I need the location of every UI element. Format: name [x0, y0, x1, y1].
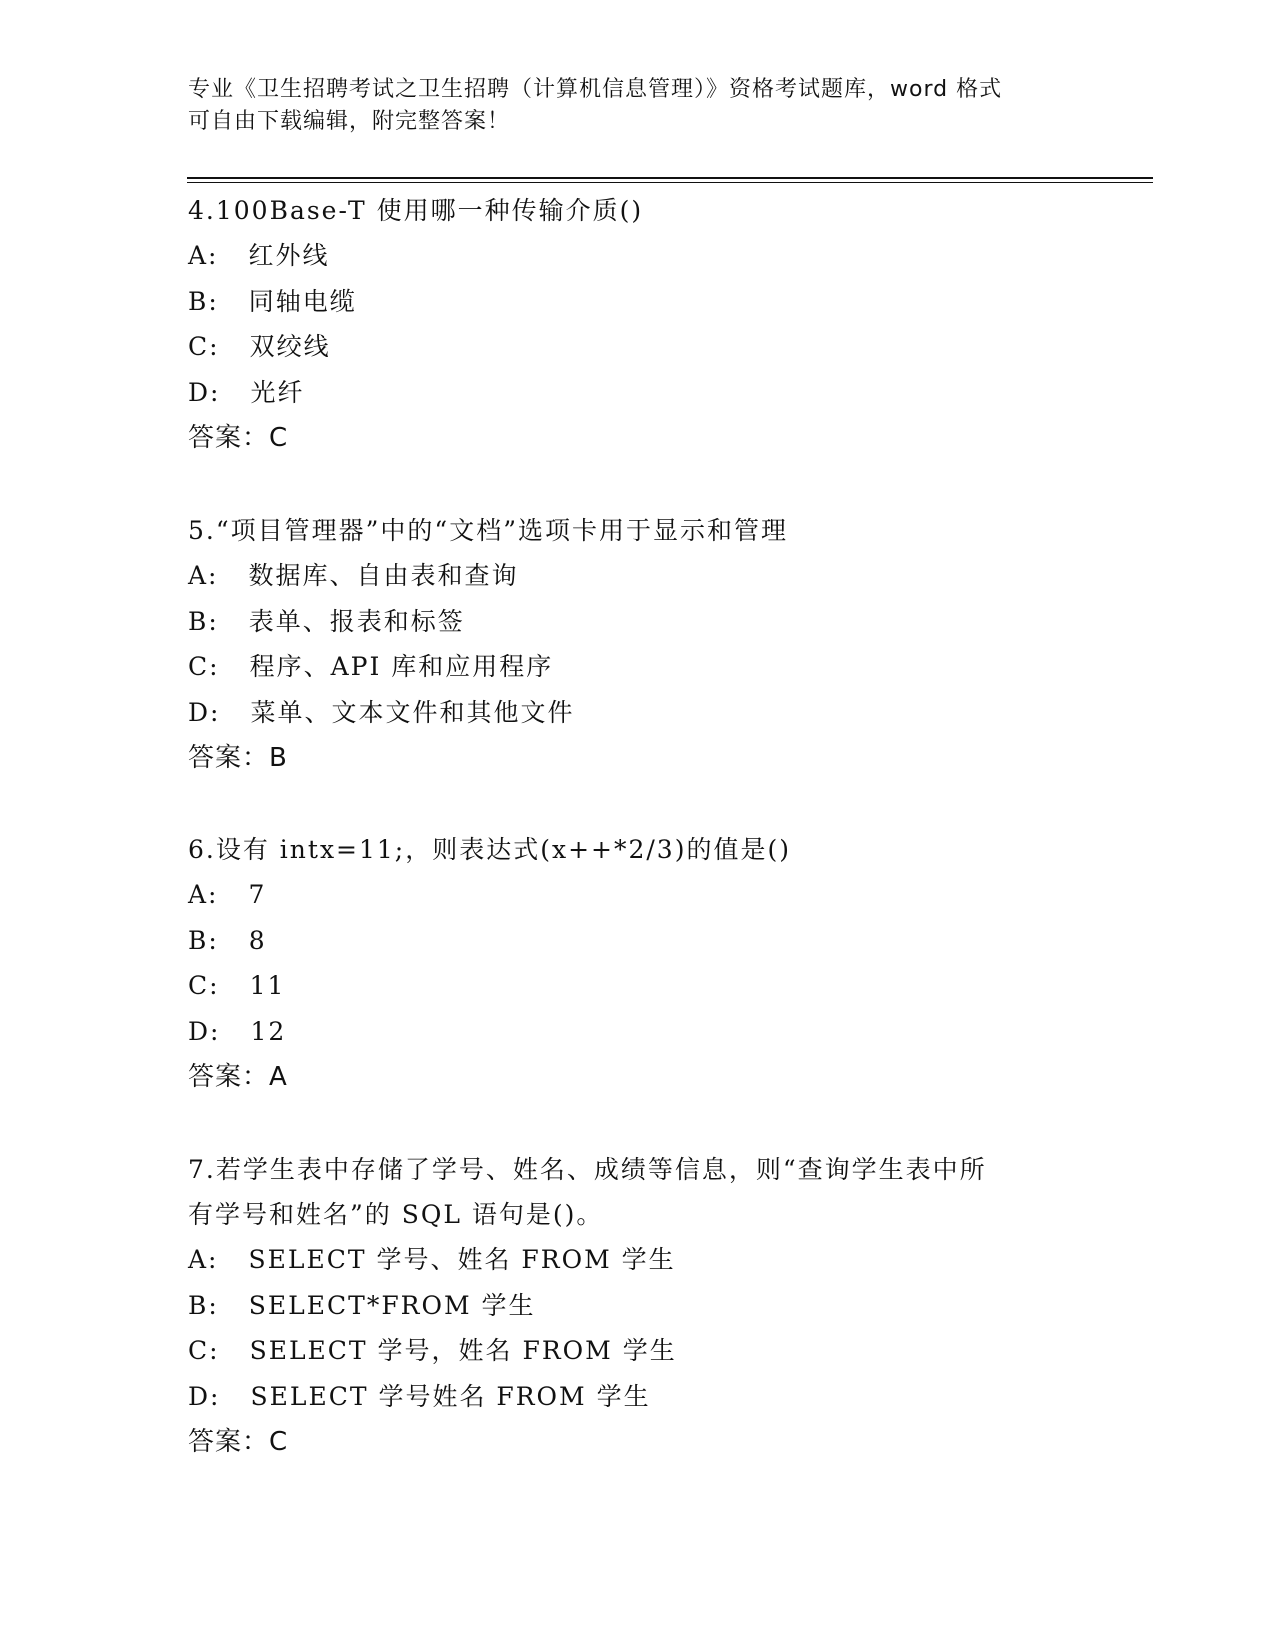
header-divider-thick: [187, 177, 1153, 179]
option-letter: C:: [188, 1336, 220, 1365]
option-letter: D:: [188, 1381, 221, 1411]
question-stem: 7.若学生表中存储了学号、姓名、成绩等信息，则“查询学生表中所: [188, 1155, 987, 1184]
option-letter: B:: [188, 1290, 219, 1320]
option-a: [188, 233, 1088, 279]
option-letter: B:: [188, 286, 219, 316]
option-letter: C:: [188, 971, 220, 1000]
option-text: 8: [248, 925, 267, 955]
option-c: [188, 324, 1088, 370]
option-text: SELECT 学号姓名 FROM 学生: [250, 1381, 651, 1411]
question-stem: 6.设有 intx=11;，则表达式(x++*2/3)的值是(): [188, 835, 791, 864]
option-letter: C:: [188, 332, 220, 361]
option-c: [188, 1328, 1088, 1374]
option-text: 11: [249, 971, 286, 1000]
question-stem: 5.“项目管理器”中的“文档”选项卡用于显示和管理: [188, 516, 788, 545]
option-text: SELECT 学号，姓名 FROM 学生: [249, 1336, 677, 1365]
header-line-1: 专业《卫生招聘考试之卫生招聘（计算机信息管理）》资格考试题库，word 格式: [188, 77, 1003, 102]
option-c: [188, 963, 1088, 1009]
header-divider-thin: [187, 182, 1153, 183]
option-text: 菜单、文本文件和其他文件: [250, 697, 575, 727]
option-text: 双绞线: [249, 332, 331, 361]
option-letter: D:: [188, 1016, 221, 1046]
option-text: 数据库、自由表和查询: [248, 561, 519, 590]
option-b: [188, 279, 1088, 325]
question-stem-continued: 有学号和姓名”的 SQL 语句是()。: [188, 1200, 604, 1229]
question-stem: 4.100Base-T 使用哪一种传输介质(): [188, 196, 644, 225]
question-block: [188, 508, 1088, 781]
option-a: [188, 553, 1088, 599]
answer-line: 答案：C: [188, 423, 289, 453]
option-text: 红外线: [248, 241, 330, 270]
option-a: [188, 872, 1088, 918]
option-letter: A:: [188, 561, 219, 590]
option-letter: A:: [188, 241, 219, 270]
option-d: [188, 690, 1088, 736]
option-c: [188, 644, 1088, 690]
answer-line: 答案：B: [188, 743, 288, 773]
document-header: [188, 74, 1088, 138]
option-letter: D:: [188, 697, 221, 727]
option-text: SELECT 学号、姓名 FROM 学生: [248, 1245, 676, 1274]
option-text: 7: [248, 880, 267, 909]
question-block: [188, 827, 1088, 1100]
option-text: 光纤: [250, 377, 305, 407]
option-d: [188, 1374, 1088, 1420]
option-letter: D:: [188, 377, 221, 407]
option-d: [188, 1009, 1088, 1055]
option-text: 同轴电缆: [248, 286, 357, 316]
option-letter: B:: [188, 606, 219, 636]
option-d: [188, 370, 1088, 416]
option-b: [188, 1283, 1088, 1329]
option-letter: A:: [188, 1245, 219, 1274]
option-text: SELECT*FROM 学生: [248, 1290, 536, 1320]
option-text: 表单、报表和标签: [248, 606, 465, 636]
option-letter: C:: [188, 652, 220, 681]
option-b: [188, 599, 1088, 645]
option-text: 程序、API 库和应用程序: [249, 652, 554, 681]
option-letter: B:: [188, 925, 219, 955]
header-line-2: 可自由下载编辑，附完整答案！: [188, 109, 511, 134]
question-block: [188, 1147, 1088, 1465]
question-block: [188, 188, 1088, 461]
answer-line: 答案：A: [188, 1062, 288, 1092]
option-letter: A:: [188, 880, 219, 909]
answer-line: 答案：C: [188, 1427, 289, 1457]
option-a: [188, 1237, 1088, 1283]
option-text: 12: [250, 1016, 287, 1046]
option-b: [188, 918, 1088, 964]
